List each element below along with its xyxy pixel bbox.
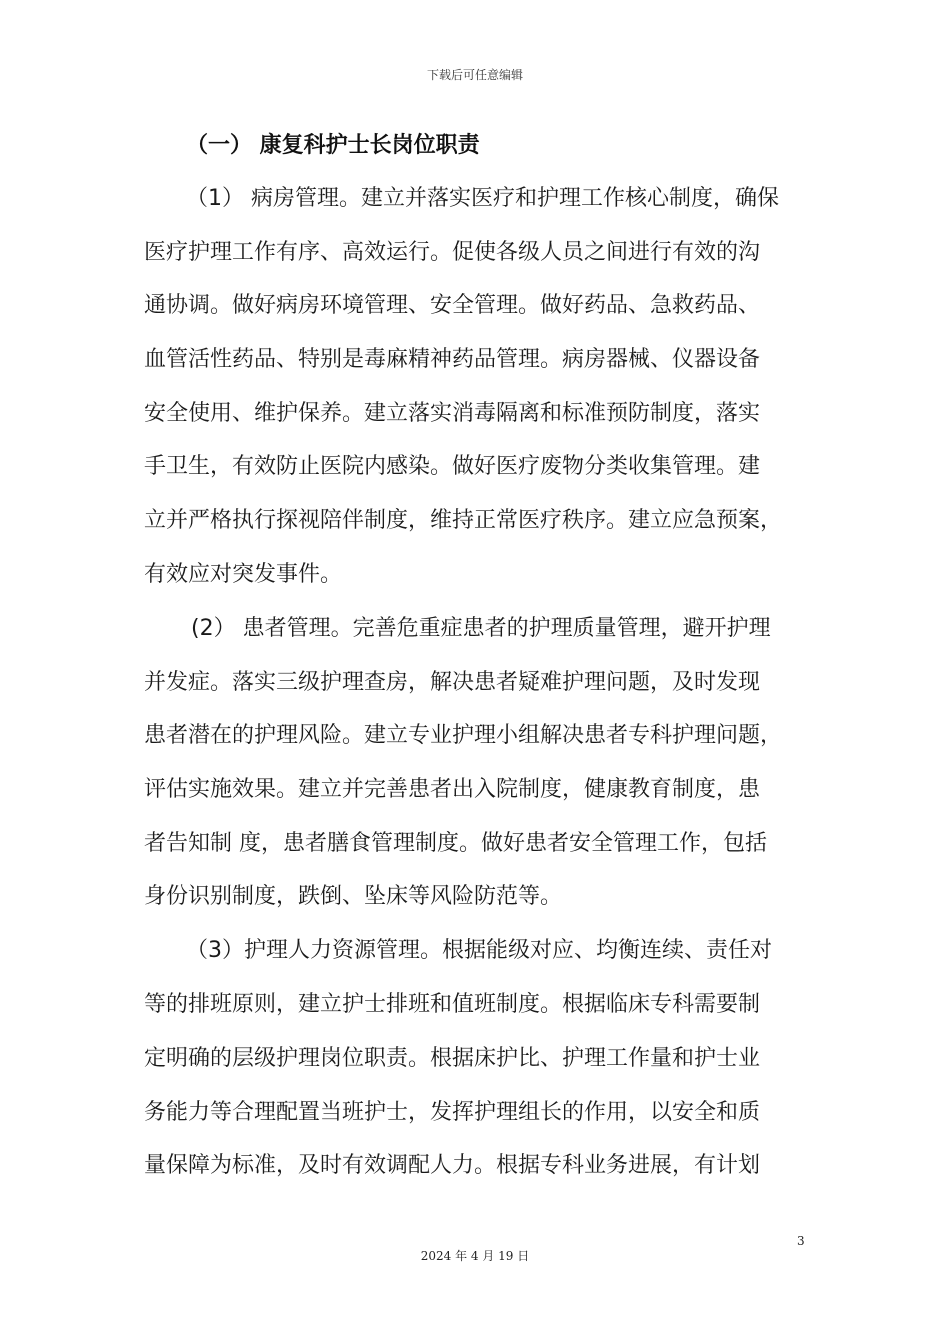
text-line: (2） 患者管理。完善危重症患者的护理质量管理，避开护理 — [191, 616, 771, 641]
text-line: 量保障为标准，及时有效调配人力。根据专科业务进展，有计划 — [144, 1153, 761, 1178]
text-line: （1） 病房管理。建立并落实医疗和护理工作核心制度，确保 — [186, 186, 779, 211]
footer-date: 2024 年 4 月 19 日 — [420, 1249, 530, 1263]
text-line: 血管活性药品、特别是毒麻精神药品管理。病房器械、仪器设备 — [144, 347, 761, 372]
text-line: 务能力等合理配置当班护士，发挥护理组长的作用，以安全和质 — [144, 1100, 761, 1125]
header-note: 下载后可任意编辑 — [426, 68, 523, 82]
text-line: （3）护理人力资源管理。根据能级对应、均衡连续、责任对 — [186, 938, 772, 963]
text-line: 并发症。落实三级护理查房，解决患者疑难护理问题，及时发现 — [144, 670, 761, 695]
text-line: 立并严格执行探视陪伴制度，维持正常医疗秩序。建立应急预案， — [144, 508, 783, 533]
text-line: 通协调。做好病房环境管理、安全管理。做好药品、急救药品、 — [144, 293, 761, 318]
text-line: 有效应对突发事件。 — [144, 562, 343, 587]
text-line: 评估实施效果。建立并完善患者出入院制度，健康教育制度，患 — [144, 777, 761, 802]
text-line: 安全使用、维护保养。建立落实消毒隔离和标准预防制度，落实 — [144, 401, 761, 426]
section-heading: （一） 康复科护士长岗位职责 — [186, 133, 480, 158]
text-line: 手卫生，有效防止医院内感染。做好医疗废物分类收集管理。建 — [144, 454, 761, 479]
text-line: 患者潜在的护理风险。建立专业护理小组解决患者专科护理问题， — [144, 723, 783, 748]
text-line: 等的排班原则，建立护士排班和值班制度。根据临床专科需要制 — [144, 992, 761, 1017]
page-number: 3 — [797, 1234, 805, 1248]
text-line: 医疗护理工作有序、高效运行。促使各级人员之间进行有效的沟 — [144, 240, 761, 265]
text-line: 定明确的层级护理岗位职责。根据床护比、护理工作量和护士业 — [144, 1046, 761, 1071]
text-line: 者告知制 度，患者膳食管理制度。做好患者安全管理工作，包括 — [144, 831, 767, 856]
text-line: 身份识别制度，跌倒、坠床等风险防范等。 — [144, 884, 563, 909]
